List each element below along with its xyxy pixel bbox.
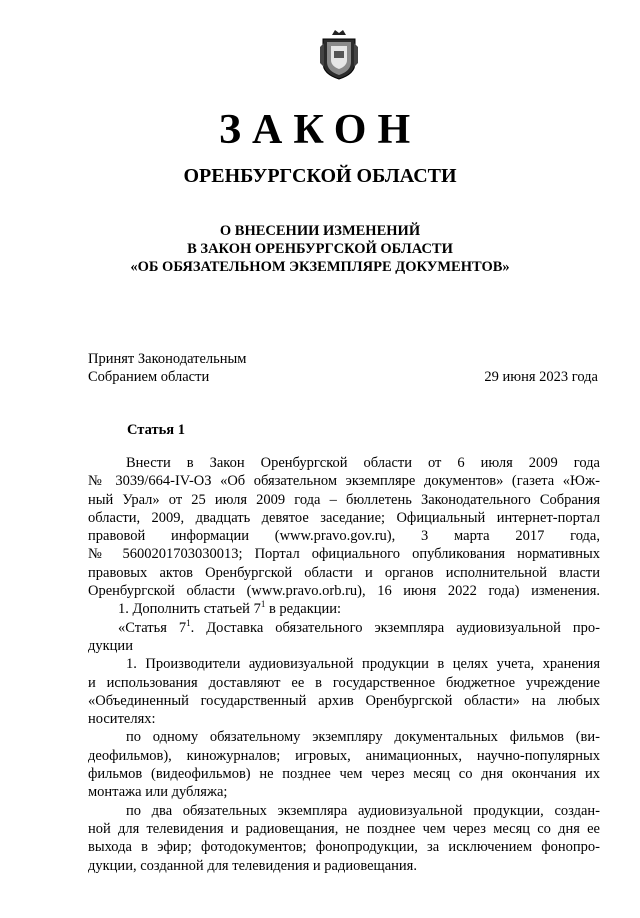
text-line: области, 2009, двадцать девятое заседание; Официальный интернет-портал	[88, 509, 600, 526]
text-fragment: в редакции:	[265, 601, 342, 618]
text-line: деофильмов), киножурналов; игровых, анимационных, научно-популярных	[88, 747, 600, 764]
text-fragment: . Доставка обязательного экземпляра аудиовизуальной про-	[190, 619, 600, 636]
law-name-line: О ВНЕСЕНИИ ИЗМЕНЕНИЙ	[219, 223, 421, 239]
adoption-block	[88, 350, 600, 386]
text-line: правовых актов Оренбургской области и органов исполнительной власти	[88, 564, 600, 581]
law-name	[0, 222, 640, 276]
text-line: монтажа или дубляжа;	[88, 784, 228, 801]
text-line: выхода в эфир; фотодокументов; фонопродукции, за исключением фонопро-	[88, 839, 600, 856]
text-line: № 5600201703030013; Портал официального опубликования нормативных	[88, 546, 600, 563]
text-line: по одному обязательному экземпляру документальных фильмов (ви-	[126, 729, 600, 746]
text-line: ный Урал» от 25 июля 2009 года – бюллетень Законодательного Собрания	[88, 491, 600, 508]
text-line: Внести в Закон Оренбургской области от 6 июля 2009 года	[126, 455, 600, 471]
adoption-line: Принят Законодательным	[88, 351, 247, 367]
article-heading: Статья 1	[127, 422, 185, 438]
text-line: носителях:	[88, 711, 156, 728]
article-body	[88, 454, 600, 875]
text-line: ной для телевидения и радиовещания, не позднее чем через месяц со дня ее	[88, 820, 600, 837]
text-line: № 3039/664-IV-ОЗ «Об обязательном экземпляре документов» (газета «Юж-	[88, 473, 600, 490]
law-name-line: В ЗАКОН ОРЕНБУРГСКОЙ ОБЛАСТИ	[187, 241, 453, 257]
law-name-line: «ОБ ОБЯЗАТЕЛЬНОМ ЭКЗЕМПЛЯРЕ ДОКУМЕНТОВ»	[130, 259, 510, 275]
text-fragment: «Статья 7	[118, 619, 187, 636]
text-line	[88, 600, 600, 618]
text-line: и использования доставляют ее в государственное бюджетное учреждение	[88, 674, 600, 691]
text-line: правовой информации (www.pravo.gov.ru), 3 марта 2017 года,	[88, 528, 600, 545]
superscript: 1	[260, 599, 266, 610]
adoption-date: 29 июня 2023 года	[484, 369, 598, 385]
adoption-line: Собранием области	[88, 369, 210, 385]
text-line: 1. Производители аудиовизуальной продукции в целях учета, хранения	[126, 656, 600, 673]
superscript: 1	[186, 617, 191, 628]
text-line: фильмов (видеофильмов) не позднее чем через месяц со дня окончания их	[88, 766, 600, 783]
text-line: по два обязательных экземпляра аудиовизуальной продукции, создан-	[126, 802, 600, 819]
text-line: «Объединенный государственный архив Оренбургской области» на любых	[88, 692, 600, 709]
text-line: дукции, созданной для телевидения и радиовещания.	[88, 857, 417, 874]
document-subtitle: ОРЕНБУРГСКОЙ ОБЛАСТИ	[183, 165, 457, 187]
text-line: дукции	[88, 637, 133, 654]
coat-of-arms-emblem	[318, 27, 360, 81]
text-fragment: 1. Дополнить статьей 7	[118, 601, 261, 618]
text-line: Оренбургской области (www.pravo.orb.ru), 16 июня 2022 года) изменения.	[88, 583, 600, 600]
document-title: ЗАКОН	[218, 107, 422, 153]
text-line	[88, 619, 600, 637]
